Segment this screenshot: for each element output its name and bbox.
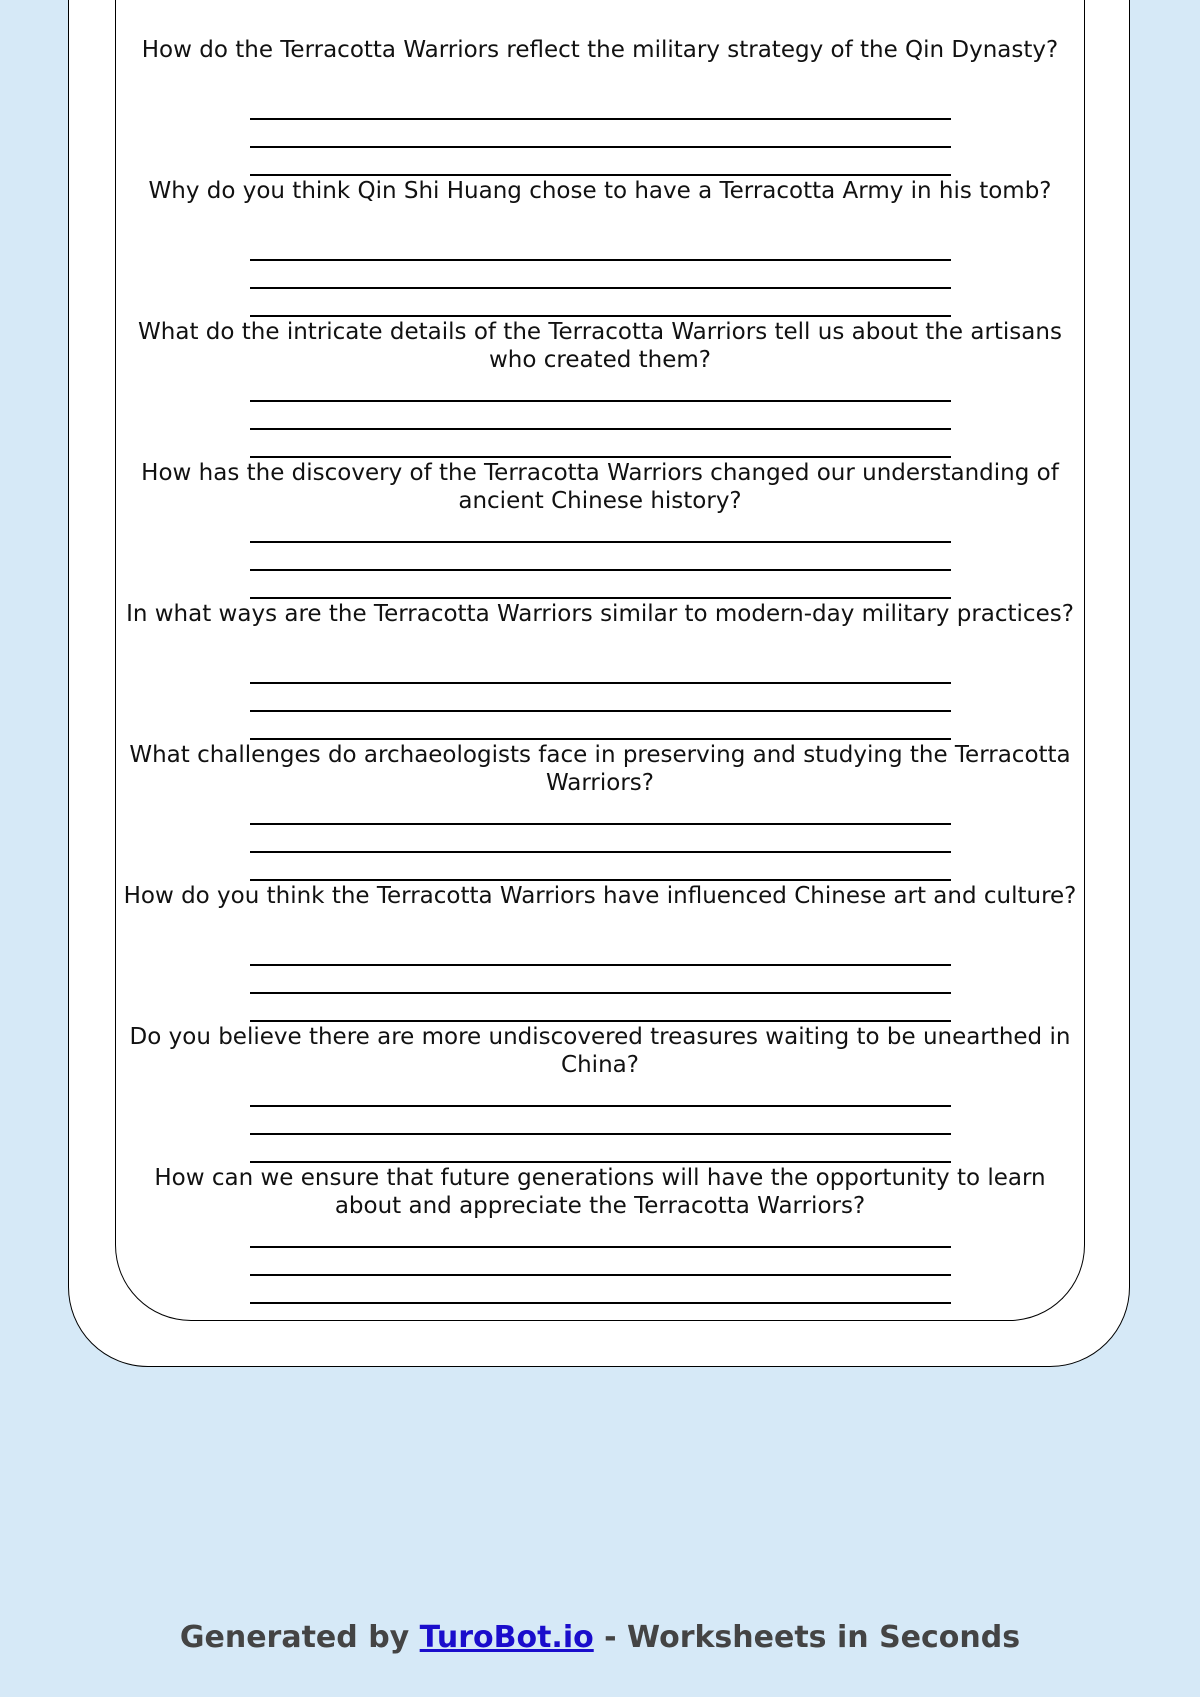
answer-line[interactable]: [250, 428, 951, 430]
answer-line[interactable]: [250, 287, 951, 289]
question-item: [115, 177, 1085, 318]
question-item: [115, 1023, 1085, 1164]
answer-line[interactable]: [250, 1302, 951, 1304]
answer-line[interactable]: [250, 1274, 951, 1276]
question-text: How do the Terracotta Warriors reflect the military strategy of the Qin Dynasty?: [141, 37, 1059, 63]
footer-credit: [0, 1620, 1200, 1655]
question-item: [115, 741, 1085, 882]
answer-line[interactable]: [250, 174, 951, 176]
answer-line[interactable]: [250, 1161, 951, 1163]
turobot-link[interactable]: TuroBot.io: [419, 1620, 594, 1655]
answer-line[interactable]: [250, 1020, 951, 1022]
answer-line[interactable]: [250, 259, 951, 261]
answer-line[interactable]: [250, 541, 951, 543]
answer-line[interactable]: [250, 146, 951, 148]
footer-suffix: - Worksheets in Seconds: [593, 1620, 1021, 1655]
footer-prefix: Generated by: [179, 1620, 420, 1655]
question-text: Why do you think Qin Shi Huang chose to have a Terracotta Army in his tomb?: [148, 178, 1052, 204]
question-text: Do you believe there are more undiscovered treasures waiting to be unearthed in China?: [129, 1024, 1071, 1078]
answer-line[interactable]: [250, 597, 951, 599]
answer-line[interactable]: [250, 738, 951, 740]
question-text: How has the discovery of the Terracotta Warriors changed our understanding of ancient Chinese history?: [141, 460, 1059, 514]
question-text: How can we ensure that future generations will have the opportunity to learn about and appreciate the Terracotta Warriors?: [154, 1165, 1046, 1219]
answer-line[interactable]: [250, 992, 951, 994]
question-item: [115, 318, 1085, 459]
answer-line[interactable]: [250, 710, 951, 712]
answer-line[interactable]: [250, 964, 951, 966]
answer-line[interactable]: [250, 1246, 951, 1248]
question-item: [115, 459, 1085, 600]
answer-line[interactable]: [250, 851, 951, 853]
answer-line[interactable]: [250, 879, 951, 881]
answer-line[interactable]: [250, 456, 951, 458]
answer-line[interactable]: [250, 118, 951, 120]
question-item: [115, 1164, 1085, 1305]
answer-line[interactable]: [250, 315, 951, 317]
question-item: [115, 36, 1085, 177]
answer-line[interactable]: [250, 1133, 951, 1135]
question-list: [115, 36, 1085, 1305]
answer-line[interactable]: [250, 400, 951, 402]
question-text: What do the intricate details of the Terracotta Warriors tell us about the artisans who created them?: [138, 319, 1062, 373]
question-item: [115, 882, 1085, 1023]
answer-line[interactable]: [250, 682, 951, 684]
answer-line[interactable]: [250, 569, 951, 571]
answer-line[interactable]: [250, 1105, 951, 1107]
answer-line[interactable]: [250, 823, 951, 825]
question-text: What challenges do archaeologists face in preserving and studying the Terracotta Warriors?: [129, 742, 1071, 796]
question-text: How do you think the Terracotta Warriors have influenced Chinese art and culture?: [123, 883, 1077, 909]
question-item: [115, 600, 1085, 741]
question-text: In what ways are the Terracotta Warriors similar to modern-day military practices?: [126, 601, 1074, 627]
